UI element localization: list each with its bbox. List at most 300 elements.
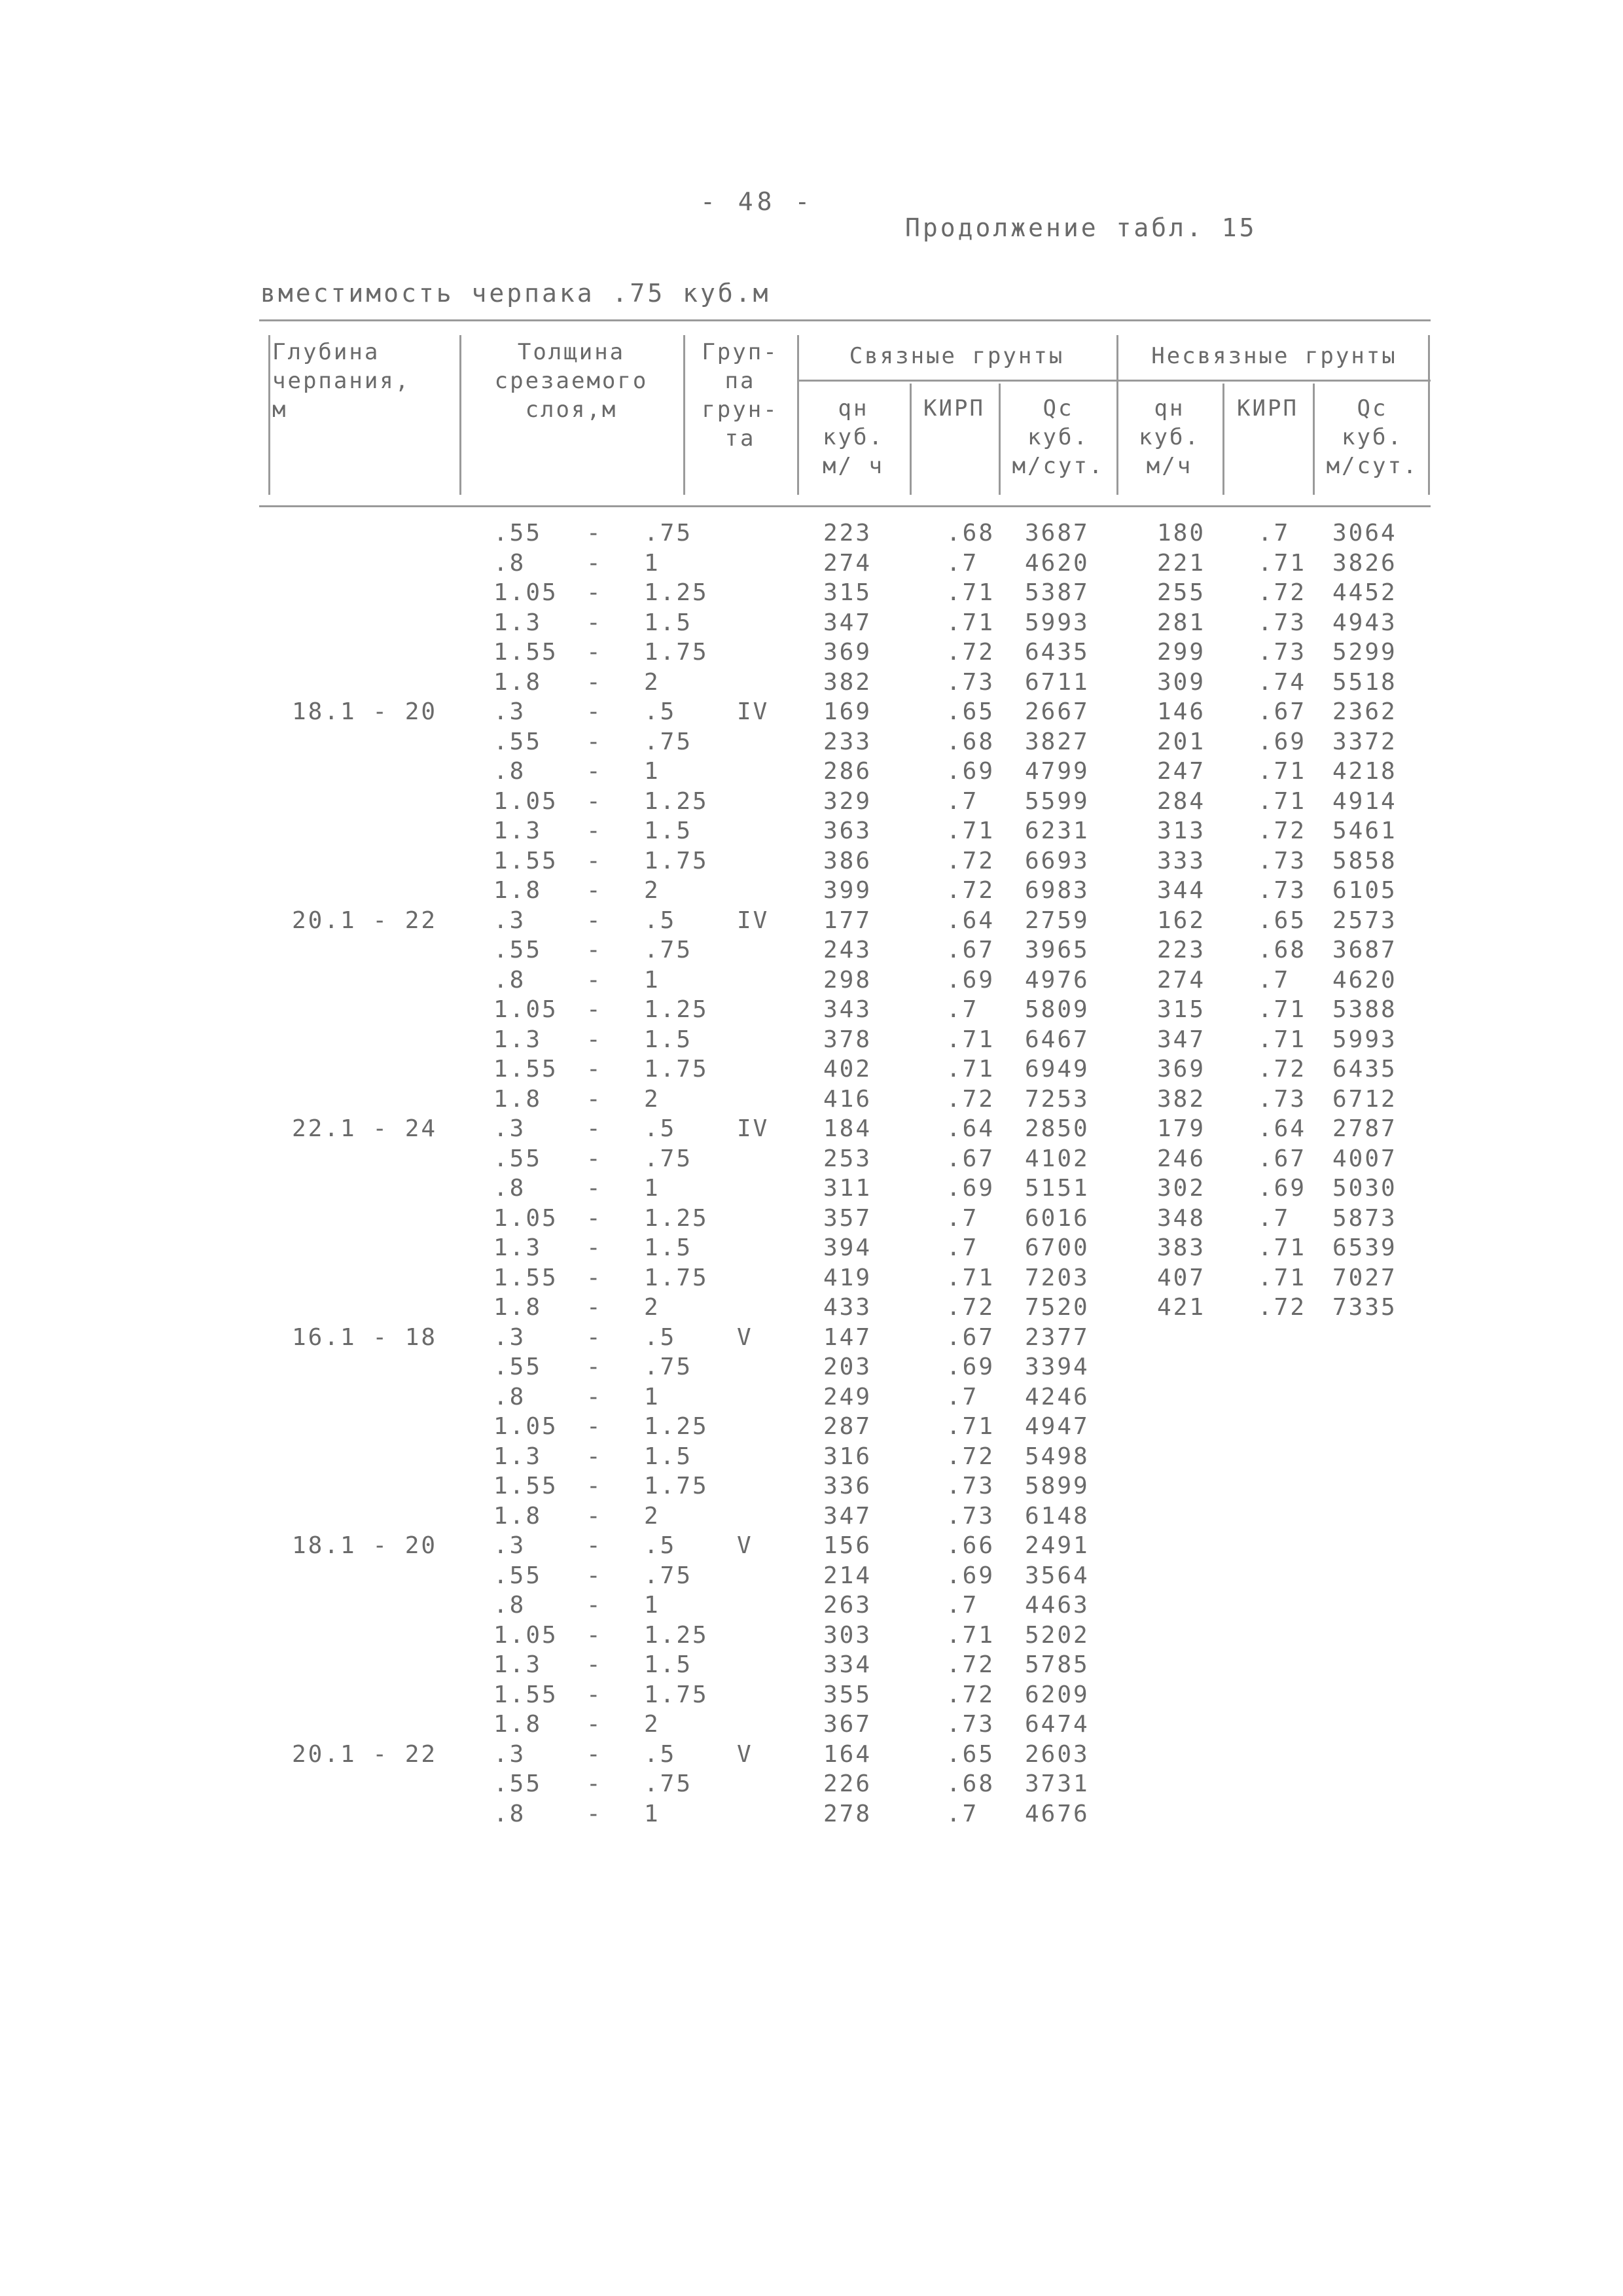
table-row xyxy=(259,727,1431,757)
cohesive-kirp-cell: .72 xyxy=(946,1681,995,1708)
noncohesive-qh-cell: 344 xyxy=(1157,877,1206,904)
thickness-to-cell: .75 xyxy=(644,937,693,963)
cohesive-qh-cell: 249 xyxy=(823,1383,872,1410)
noncohesive-qc-cell: 5518 xyxy=(1332,668,1397,696)
cohesive-kirp-cell: .67 xyxy=(946,937,995,963)
cohesive-qc-cell: 6700 xyxy=(1025,1234,1090,1261)
header-soil-group: Груп- па грун- та xyxy=(702,339,779,452)
cohesive-qh-cell: 243 xyxy=(823,937,872,963)
thickness-from-cell: .3 xyxy=(493,1740,526,1768)
table-row xyxy=(259,1293,1431,1323)
table-row xyxy=(259,1233,1431,1263)
thickness-dash: - xyxy=(586,1056,603,1083)
table-row xyxy=(259,1471,1431,1501)
cohesive-qc-cell: 3965 xyxy=(1025,937,1090,963)
cohesive-kirp-cell: .7 xyxy=(946,1383,979,1410)
depth-cell: 16.1 - 18 xyxy=(292,1323,438,1351)
table-row xyxy=(259,1531,1431,1561)
noncohesive-qh-cell: 247 xyxy=(1157,758,1206,785)
thickness-to-cell: .5 xyxy=(644,1323,677,1351)
thickness-from-cell: .3 xyxy=(493,1532,526,1559)
thickness-from-cell: 1.05 xyxy=(493,787,558,815)
thickness-dash: - xyxy=(586,639,603,666)
thickness-dash: - xyxy=(586,668,603,696)
cohesive-kirp-cell: .7 xyxy=(946,1204,979,1232)
noncohesive-qh-cell: 274 xyxy=(1157,966,1206,994)
header-divider xyxy=(268,335,270,495)
thickness-to-cell: 1.75 xyxy=(644,1056,709,1083)
header-noncohesive-qc: Qс куб. м/сут. xyxy=(1326,395,1419,479)
noncohesive-qc-cell: 3064 xyxy=(1332,520,1397,547)
cohesive-qc-cell: 7253 xyxy=(1025,1085,1090,1113)
thickness-to-cell: .75 xyxy=(644,520,693,547)
cohesive-qc-cell: 6467 xyxy=(1025,1026,1090,1053)
noncohesive-qh-cell: 382 xyxy=(1157,1085,1206,1113)
cohesive-qc-cell: 5599 xyxy=(1025,787,1090,815)
cohesive-qh-cell: 386 xyxy=(823,847,872,874)
depth-cell: 22.1 - 24 xyxy=(292,1115,438,1142)
thickness-dash: - xyxy=(586,847,603,874)
cohesive-qh-cell: 347 xyxy=(823,1502,872,1530)
noncohesive-kirp-cell: .7 xyxy=(1258,520,1291,547)
header-divider xyxy=(1428,335,1430,495)
table-continuation-title: Продолжение табл. 15 xyxy=(905,213,1257,242)
cohesive-kirp-cell: .71 xyxy=(946,1621,995,1649)
noncohesive-kirp-cell: .73 xyxy=(1258,1085,1307,1113)
thickness-to-cell: 1.75 xyxy=(644,1473,709,1499)
noncohesive-kirp-cell: .65 xyxy=(1258,906,1307,934)
cohesive-kirp-cell: .72 xyxy=(946,1651,995,1678)
table-row xyxy=(259,1174,1431,1204)
cohesive-qc-cell: 6435 xyxy=(1025,639,1090,666)
cohesive-kirp-cell: .69 xyxy=(946,1175,995,1202)
cohesive-qh-cell: 147 xyxy=(823,1323,872,1351)
table-row xyxy=(259,1590,1431,1621)
cohesive-kirp-cell: .69 xyxy=(946,758,995,785)
table-row xyxy=(259,637,1431,668)
thickness-from-cell: 1.8 xyxy=(493,1085,543,1113)
cohesive-kirp-cell: .72 xyxy=(946,1443,995,1470)
thickness-dash: - xyxy=(586,1681,603,1708)
header-divider xyxy=(910,384,912,495)
header-noncohesive-kirp: КИРП xyxy=(1237,395,1298,422)
thickness-dash: - xyxy=(586,1085,603,1113)
noncohesive-kirp-cell: .67 xyxy=(1258,698,1307,725)
cohesive-qc-cell: 3731 xyxy=(1025,1770,1090,1797)
depth-cell: 18.1 - 20 xyxy=(292,1532,438,1559)
noncohesive-kirp-cell: .71 xyxy=(1258,1026,1307,1053)
soil-group-cell: V xyxy=(737,1740,753,1768)
thickness-dash: - xyxy=(586,906,603,934)
noncohesive-kirp-cell: .71 xyxy=(1258,1234,1307,1261)
thickness-from-cell: 1.55 xyxy=(493,1056,558,1083)
cohesive-qc-cell: 4463 xyxy=(1025,1592,1090,1619)
thickness-dash: - xyxy=(586,1145,603,1172)
thickness-to-cell: .5 xyxy=(644,906,677,934)
thickness-from-cell: 1.3 xyxy=(493,1443,543,1470)
cohesive-qc-cell: 2667 xyxy=(1025,698,1090,725)
noncohesive-qh-cell: 348 xyxy=(1157,1204,1206,1232)
header-divider xyxy=(683,335,685,495)
thickness-to-cell: .75 xyxy=(644,1354,693,1380)
table-row xyxy=(259,846,1431,876)
cohesive-kirp-cell: .72 xyxy=(946,1085,995,1113)
cohesive-qh-cell: 416 xyxy=(823,1085,872,1113)
table-top-rule xyxy=(259,319,1431,321)
table-row xyxy=(259,1382,1431,1412)
thickness-from-cell: 1.8 xyxy=(493,668,543,696)
thickness-to-cell: 1.25 xyxy=(644,1204,709,1232)
table-row xyxy=(259,1442,1431,1472)
noncohesive-qh-cell: 180 xyxy=(1157,520,1206,547)
noncohesive-qc-cell: 2787 xyxy=(1332,1115,1397,1142)
thickness-dash: - xyxy=(586,1323,603,1351)
noncohesive-qh-cell: 383 xyxy=(1157,1234,1206,1261)
table-row xyxy=(259,1114,1431,1144)
cohesive-qc-cell: 4676 xyxy=(1025,1800,1090,1827)
noncohesive-qh-cell: 179 xyxy=(1157,1115,1206,1142)
thickness-dash: - xyxy=(586,1443,603,1470)
table-row xyxy=(259,1085,1431,1115)
thickness-from-cell: 1.55 xyxy=(493,1681,558,1708)
thickness-to-cell: 1 xyxy=(644,966,660,994)
thickness-dash: - xyxy=(586,1294,603,1321)
cohesive-qc-cell: 4947 xyxy=(1025,1413,1090,1440)
noncohesive-qh-cell: 299 xyxy=(1157,639,1206,666)
table-row xyxy=(259,1680,1431,1710)
cohesive-qh-cell: 214 xyxy=(823,1562,872,1589)
thickness-dash: - xyxy=(586,1740,603,1768)
noncohesive-qc-cell: 5873 xyxy=(1332,1204,1397,1232)
thickness-to-cell: 1 xyxy=(644,549,660,577)
cohesive-kirp-cell: .68 xyxy=(946,520,995,547)
table-row xyxy=(259,608,1431,638)
cohesive-qh-cell: 287 xyxy=(823,1413,872,1440)
thickness-from-cell: .8 xyxy=(493,1175,526,1202)
cohesive-qh-cell: 315 xyxy=(823,579,872,606)
thickness-to-cell: 2 xyxy=(644,1294,660,1321)
header-divider xyxy=(999,384,1001,495)
noncohesive-qc-cell: 5461 xyxy=(1332,817,1397,844)
thickness-to-cell: 1.75 xyxy=(644,847,709,874)
thickness-from-cell: 1.05 xyxy=(493,1204,558,1232)
noncohesive-qc-cell: 4452 xyxy=(1332,579,1397,606)
table-row xyxy=(259,1501,1431,1532)
cohesive-qc-cell: 2491 xyxy=(1025,1532,1090,1559)
table-row xyxy=(259,1710,1431,1740)
cohesive-kirp-cell: .72 xyxy=(946,1294,995,1321)
thickness-from-cell: 1.55 xyxy=(493,639,558,666)
thickness-to-cell: .75 xyxy=(644,728,693,755)
noncohesive-qc-cell: 3687 xyxy=(1332,937,1397,963)
noncohesive-kirp-cell: .68 xyxy=(1258,937,1307,963)
cohesive-qh-cell: 274 xyxy=(823,549,872,577)
table-row xyxy=(259,1144,1431,1174)
cohesive-kirp-cell: .71 xyxy=(946,1264,995,1291)
cohesive-qh-cell: 203 xyxy=(823,1354,872,1380)
cohesive-qh-cell: 419 xyxy=(823,1264,872,1291)
header-subdivider xyxy=(797,380,1431,382)
cohesive-kirp-cell: .71 xyxy=(946,1026,995,1053)
thickness-from-cell: .55 xyxy=(493,1145,543,1172)
cohesive-kirp-cell: .71 xyxy=(946,817,995,844)
cohesive-qc-cell: 2850 xyxy=(1025,1115,1090,1142)
cohesive-qh-cell: 357 xyxy=(823,1204,872,1232)
noncohesive-kirp-cell: .67 xyxy=(1258,1145,1307,1172)
cohesive-kirp-cell: .7 xyxy=(946,1234,979,1261)
thickness-from-cell: 1.05 xyxy=(493,1413,558,1440)
cohesive-qh-cell: 382 xyxy=(823,668,872,696)
noncohesive-qc-cell: 4218 xyxy=(1332,758,1397,785)
table-row xyxy=(259,816,1431,846)
noncohesive-kirp-cell: .73 xyxy=(1258,639,1307,666)
thickness-from-cell: 1.8 xyxy=(493,1502,543,1530)
table-row xyxy=(259,757,1431,787)
cohesive-qc-cell: 2603 xyxy=(1025,1740,1090,1768)
cohesive-kirp-cell: .69 xyxy=(946,966,995,994)
cohesive-kirp-cell: .7 xyxy=(946,1800,979,1827)
thickness-dash: - xyxy=(586,728,603,755)
noncohesive-kirp-cell: .72 xyxy=(1258,1056,1307,1083)
thickness-to-cell: .5 xyxy=(644,698,677,725)
table-row xyxy=(259,1799,1431,1829)
thickness-from-cell: 1.3 xyxy=(493,817,543,844)
table-row xyxy=(259,518,1431,548)
thickness-dash: - xyxy=(586,1383,603,1410)
header-cohesive-soils: Связные грунты xyxy=(849,343,1065,369)
table-row xyxy=(259,1054,1431,1085)
cohesive-kirp-cell: .66 xyxy=(946,1532,995,1559)
cohesive-qc-cell: 3687 xyxy=(1025,520,1090,547)
thickness-from-cell: .3 xyxy=(493,906,526,934)
thickness-dash: - xyxy=(586,1592,603,1619)
thickness-dash: - xyxy=(586,758,603,785)
thickness-to-cell: 2 xyxy=(644,1502,660,1530)
cohesive-qh-cell: 263 xyxy=(823,1592,872,1619)
noncohesive-qc-cell: 2573 xyxy=(1332,906,1397,934)
table-row xyxy=(259,1621,1431,1651)
thickness-to-cell: 1.5 xyxy=(644,1443,693,1470)
cohesive-qh-cell: 343 xyxy=(823,996,872,1023)
thickness-to-cell: .75 xyxy=(644,1770,693,1797)
noncohesive-qc-cell: 5993 xyxy=(1332,1026,1397,1053)
thickness-dash: - xyxy=(586,787,603,815)
cohesive-qh-cell: 298 xyxy=(823,966,872,994)
thickness-dash: - xyxy=(586,1562,603,1589)
cohesive-qc-cell: 5387 xyxy=(1025,579,1090,606)
thickness-dash: - xyxy=(586,1651,603,1678)
noncohesive-kirp-cell: .71 xyxy=(1258,549,1307,577)
cohesive-qh-cell: 347 xyxy=(823,609,872,636)
cohesive-qc-cell: 4976 xyxy=(1025,966,1090,994)
noncohesive-qc-cell: 7335 xyxy=(1332,1294,1397,1321)
noncohesive-kirp-cell: .73 xyxy=(1258,847,1307,874)
noncohesive-kirp-cell: .72 xyxy=(1258,1294,1307,1321)
thickness-from-cell: 1.05 xyxy=(493,1621,558,1649)
thickness-dash: - xyxy=(586,937,603,963)
cohesive-kirp-cell: .71 xyxy=(946,609,995,636)
cohesive-qc-cell: 4102 xyxy=(1025,1145,1090,1172)
depth-cell: 20.1 - 22 xyxy=(292,906,438,934)
thickness-dash: - xyxy=(586,1115,603,1142)
header-cohesive-qc: Qс куб. м/сут. xyxy=(1012,395,1105,479)
thickness-to-cell: .5 xyxy=(644,1740,677,1768)
cohesive-qh-cell: 311 xyxy=(823,1175,872,1202)
thickness-from-cell: .3 xyxy=(493,698,526,725)
table-row xyxy=(259,1740,1431,1770)
thickness-from-cell: .55 xyxy=(493,728,543,755)
cohesive-qc-cell: 5785 xyxy=(1025,1651,1090,1678)
noncohesive-qh-cell: 246 xyxy=(1157,1145,1206,1172)
noncohesive-kirp-cell: .74 xyxy=(1258,668,1307,696)
thickness-dash: - xyxy=(586,1026,603,1053)
thickness-dash: - xyxy=(586,1473,603,1499)
thickness-dash: - xyxy=(586,609,603,636)
noncohesive-qc-cell: 5030 xyxy=(1332,1175,1397,1202)
thickness-from-cell: .3 xyxy=(493,1323,526,1351)
soil-group-cell: IV xyxy=(737,906,770,934)
noncohesive-qc-cell: 5858 xyxy=(1332,847,1397,874)
cohesive-qh-cell: 433 xyxy=(823,1294,872,1321)
table-header-rule xyxy=(259,505,1431,507)
thickness-from-cell: 1.3 xyxy=(493,609,543,636)
table-row xyxy=(259,1561,1431,1591)
thickness-to-cell: 1.5 xyxy=(644,817,693,844)
noncohesive-qh-cell: 407 xyxy=(1157,1264,1206,1291)
table-row xyxy=(259,1263,1431,1293)
cohesive-qc-cell: 7203 xyxy=(1025,1264,1090,1291)
cohesive-qh-cell: 253 xyxy=(823,1145,872,1172)
thickness-dash: - xyxy=(586,966,603,994)
table-row xyxy=(259,1412,1431,1442)
thickness-to-cell: 1.25 xyxy=(644,996,709,1023)
cohesive-kirp-cell: .73 xyxy=(946,668,995,696)
header-divider xyxy=(1116,335,1118,495)
soil-group-cell: IV xyxy=(737,1115,770,1142)
thickness-dash: - xyxy=(586,1711,603,1738)
cohesive-qh-cell: 363 xyxy=(823,817,872,844)
cohesive-qc-cell: 2759 xyxy=(1025,906,1090,934)
cohesive-kirp-cell: .65 xyxy=(946,1740,995,1768)
cohesive-qc-cell: 5202 xyxy=(1025,1621,1090,1649)
cohesive-kirp-cell: .7 xyxy=(946,549,979,577)
cohesive-qc-cell: 5993 xyxy=(1025,609,1090,636)
cohesive-kirp-cell: .64 xyxy=(946,906,995,934)
thickness-from-cell: 1.8 xyxy=(493,877,543,904)
thickness-dash: - xyxy=(586,817,603,844)
thickness-from-cell: .55 xyxy=(493,1770,543,1797)
thickness-dash: - xyxy=(586,579,603,606)
cohesive-qh-cell: 329 xyxy=(823,787,872,815)
cohesive-kirp-cell: .7 xyxy=(946,1592,979,1619)
noncohesive-qc-cell: 5388 xyxy=(1332,996,1397,1023)
cohesive-kirp-cell: .72 xyxy=(946,877,995,904)
thickness-to-cell: 2 xyxy=(644,877,660,904)
cohesive-kirp-cell: .72 xyxy=(946,847,995,874)
thickness-from-cell: .8 xyxy=(493,758,526,785)
cohesive-qc-cell: 5498 xyxy=(1025,1443,1090,1470)
noncohesive-qh-cell: 162 xyxy=(1157,906,1206,934)
thickness-from-cell: 1.55 xyxy=(493,1473,558,1499)
thickness-to-cell: 1.25 xyxy=(644,787,709,815)
noncohesive-qc-cell: 4943 xyxy=(1332,609,1397,636)
table-row xyxy=(259,1025,1431,1055)
thickness-to-cell: 1.5 xyxy=(644,1651,693,1678)
table-row xyxy=(259,1204,1431,1234)
noncohesive-kirp-cell: .71 xyxy=(1258,996,1307,1023)
thickness-to-cell: 2 xyxy=(644,668,660,696)
table-row xyxy=(259,1352,1431,1382)
header-divider xyxy=(1313,384,1315,495)
thickness-to-cell: 1.25 xyxy=(644,1413,709,1440)
thickness-dash: - xyxy=(586,1264,603,1291)
thickness-to-cell: 2 xyxy=(644,1085,660,1113)
header-divider xyxy=(459,335,461,495)
cohesive-qc-cell: 3394 xyxy=(1025,1354,1090,1380)
noncohesive-qh-cell: 284 xyxy=(1157,787,1206,815)
noncohesive-qh-cell: 281 xyxy=(1157,609,1206,636)
table-body xyxy=(259,518,1431,1829)
thickness-from-cell: 1.55 xyxy=(493,847,558,874)
noncohesive-qh-cell: 221 xyxy=(1157,549,1206,577)
noncohesive-qh-cell: 333 xyxy=(1157,847,1206,874)
depth-cell: 20.1 - 22 xyxy=(292,1740,438,1768)
header-noncohesive-qh: qн куб. м/ч xyxy=(1139,395,1200,479)
noncohesive-qh-cell: 369 xyxy=(1157,1056,1206,1083)
thickness-from-cell: .55 xyxy=(493,1354,543,1380)
cohesive-qh-cell: 286 xyxy=(823,758,872,785)
noncohesive-qc-cell: 7027 xyxy=(1332,1264,1397,1291)
thickness-dash: - xyxy=(586,1621,603,1649)
table-row xyxy=(259,1769,1431,1799)
table-row xyxy=(259,1650,1431,1680)
thickness-dash: - xyxy=(586,549,603,577)
cohesive-qh-cell: 156 xyxy=(823,1532,872,1559)
thickness-to-cell: 1.25 xyxy=(644,1621,709,1649)
noncohesive-qc-cell: 6435 xyxy=(1332,1056,1397,1083)
cohesive-qc-cell: 4246 xyxy=(1025,1383,1090,1410)
cohesive-qh-cell: 336 xyxy=(823,1473,872,1499)
thickness-from-cell: .8 xyxy=(493,1383,526,1410)
header-noncohesive-soils: Несвязные грунты xyxy=(1151,343,1397,369)
cohesive-qc-cell: 4620 xyxy=(1025,549,1090,577)
noncohesive-qh-cell: 223 xyxy=(1157,937,1206,963)
thickness-from-cell: .8 xyxy=(493,1800,526,1827)
table-row xyxy=(259,578,1431,608)
thickness-dash: - xyxy=(586,520,603,547)
thickness-to-cell: 1 xyxy=(644,1592,660,1619)
cohesive-qh-cell: 233 xyxy=(823,728,872,755)
cohesive-qc-cell: 7520 xyxy=(1025,1294,1090,1321)
noncohesive-qc-cell: 6712 xyxy=(1332,1085,1397,1113)
noncohesive-qh-cell: 255 xyxy=(1157,579,1206,606)
cohesive-kirp-cell: .7 xyxy=(946,996,979,1023)
thickness-from-cell: 1.3 xyxy=(493,1026,543,1053)
thickness-dash: - xyxy=(586,1770,603,1797)
thickness-to-cell: 1.5 xyxy=(644,1234,693,1261)
cohesive-qc-cell: 3827 xyxy=(1025,728,1090,755)
thickness-dash: - xyxy=(586,1413,603,1440)
thickness-from-cell: .3 xyxy=(493,1115,526,1142)
cohesive-qh-cell: 355 xyxy=(823,1681,872,1708)
cohesive-qc-cell: 6949 xyxy=(1025,1056,1090,1083)
cohesive-qc-cell: 6148 xyxy=(1025,1502,1090,1530)
soil-group-cell: V xyxy=(737,1532,753,1559)
noncohesive-qc-cell: 4007 xyxy=(1332,1145,1397,1172)
header-cohesive-qh: qн куб. м/ ч xyxy=(823,395,884,479)
thickness-to-cell: 1.75 xyxy=(644,1681,709,1708)
thickness-from-cell: .8 xyxy=(493,549,526,577)
